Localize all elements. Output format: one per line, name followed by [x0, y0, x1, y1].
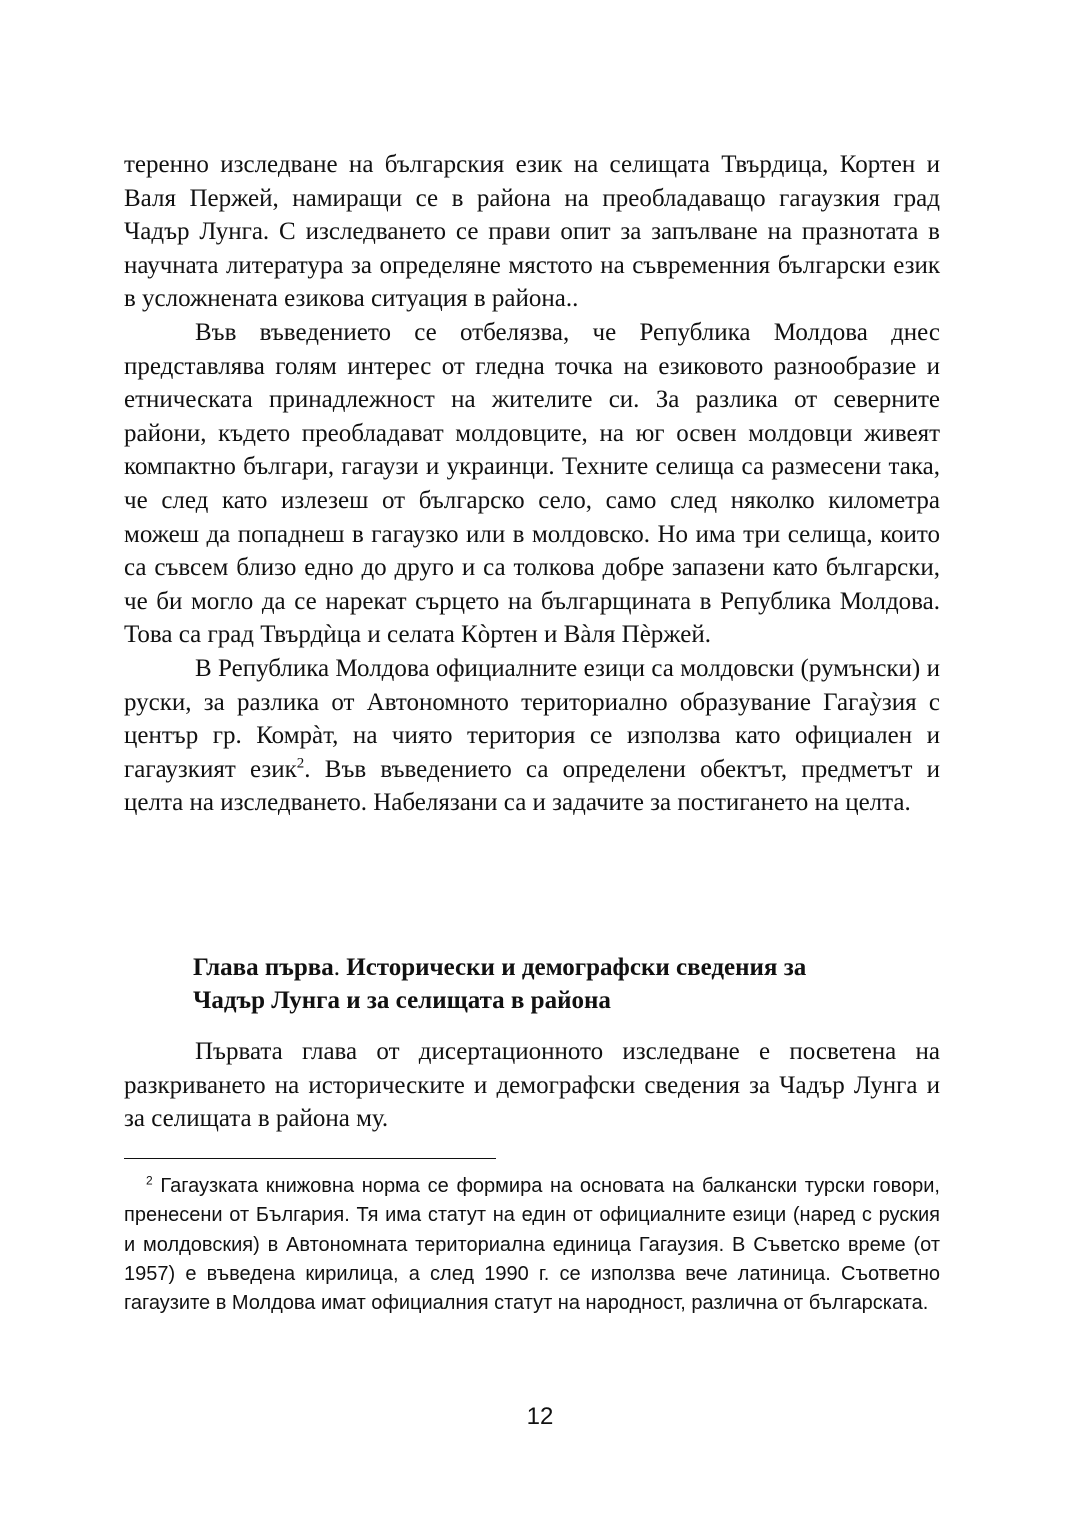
chapter-label: Глава първа	[193, 954, 334, 981]
main-text	[124, 148, 940, 820]
chapter-heading	[193, 951, 933, 1017]
page-number: 12	[526, 1403, 554, 1430]
paragraph-introduction: Във въведението се отбелязва, че Република Молдова днес представлява голям интерес от гледна точка на езиковото разнообразие и етническата принадлежност на жителите си. За разлика от северните райони, където преобладават молдовците, на юг освен молдовци живеят компактно българи, гагаузи и украинци. Техните селища са размесени така, че след като излезеш от българско село, само след няколко километра можеш да попаднеш в гагаузко или в молдовско. Но има три селища, които са съвсем близо едно до друго и са толкова добре запазени като български, че би могло да се нарекат сърцето на българщината в Република Молдова. Това са град Твърдѝца и селата Кòртен и Вàля Пèржей.	[124, 318, 940, 649]
chapter-text	[124, 1035, 940, 1136]
chapter-separator: .	[333, 954, 340, 981]
chapter-title-line-2: Чадър Лунга и за селищата в района	[193, 987, 611, 1014]
paragraph-official-languages	[124, 652, 940, 820]
paragraph-official-languages-text-end: . Във въведението са определени обектът, предметът и целта на изследването. Набелязани са и задачите за постигането на целта.	[124, 755, 941, 817]
footnote-marker: 2	[146, 1173, 153, 1188]
paragraph-chapter-one: Първата глава от дисертационното изследване е посветена на разкриването на историческите и демографски сведения за Чадър Лунга и за селищата в района му.	[124, 1038, 940, 1133]
footnote-reference[interactable]: 2	[296, 755, 305, 772]
footnote	[124, 1172, 940, 1318]
chapter-title-line-1: Исторически и демографски сведения за	[340, 954, 807, 981]
paragraph-intro-continuation: теренно изследване на българския език на селищата Твърдица, Кортен и Валя Пержей, намиращи се в района на преобладаващо гагаузкия град Чадър Лунга. С изследването се прави опит за запълване на празнотата в научната литература за определяне мястото на съвременния български език в усложнената езикова ситуация в района..	[124, 151, 940, 313]
footnote-separator	[124, 1158, 496, 1159]
paragraph-official-languages-text: В Република Молдова официалните езици са молдовски (румънски) и руски, за разлика от Автономното териториално образувание Гагаỳзия с център гр. Комрàт, на чиято територия се използва като официален и гагаузкият език	[124, 654, 940, 783]
footnote-text: Гагаузката книжовна норма се формира на основата на балкански турски говори, пренесени от България. Тя има статут на един от официалните езици (наред с руския и молдовския) в Автономната териториална единица Гагаузия. В Съветско време (от 1957) е въведена кирилица, а след 1990 г. се използва вече латиница. Съответно гагаузите в Молдова имат официалния статут на народност, различна от българската.	[124, 1175, 940, 1315]
